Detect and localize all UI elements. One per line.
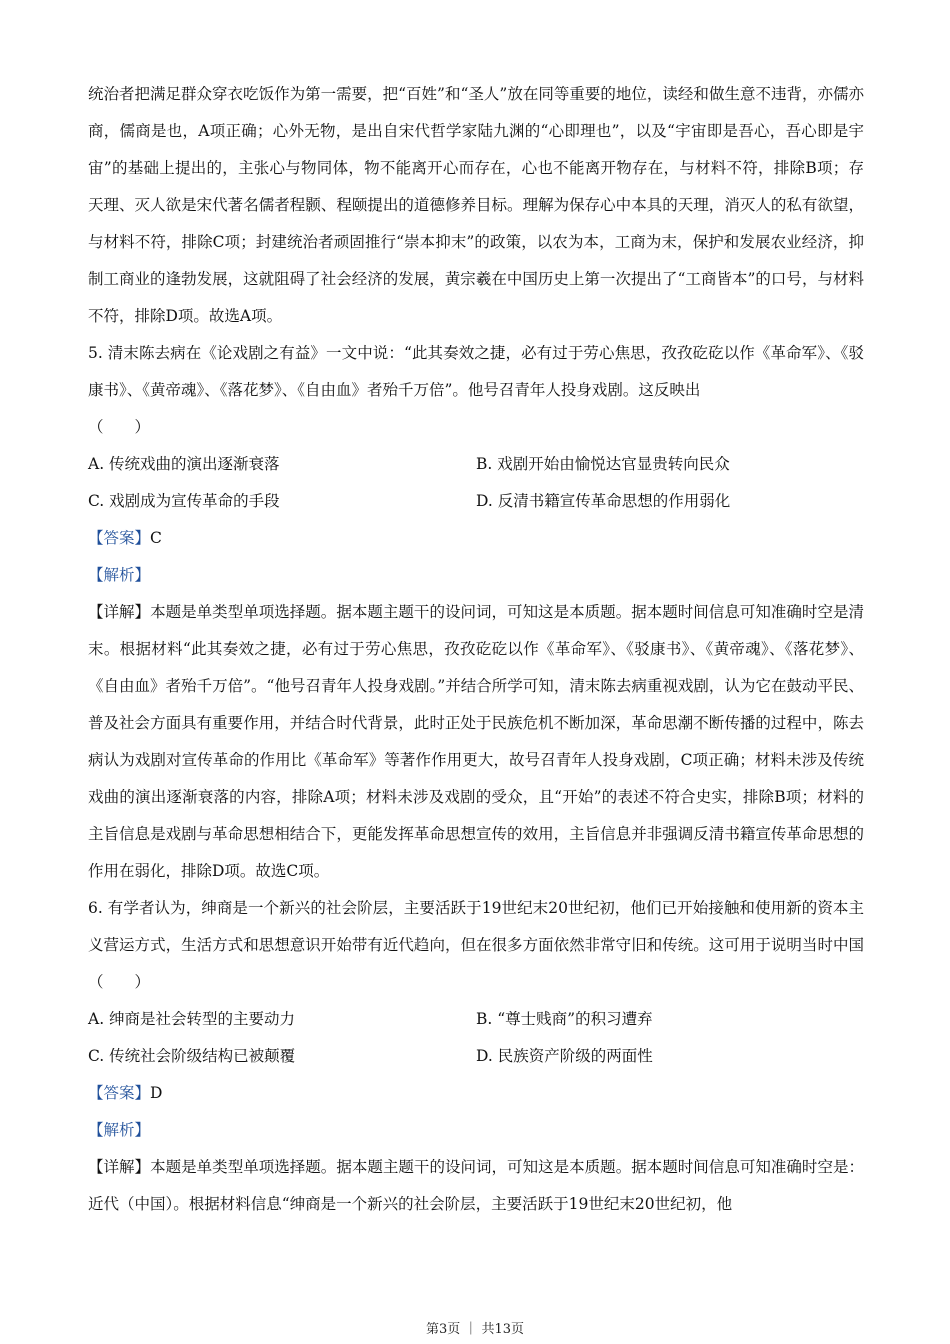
question-5-stem: 5. 清末陈去病在《论戏剧之有益》一文中说：“此其奏效之捷，必有过于劳心焦思，孜孜矻矻以作《革命军》、《驳康书》、《黄帝魂》、《落花梦》、《自由血》者殆千万倍”。他号召青年人投身戏剧。这反映出 [88, 344, 864, 399]
question-6-option-c: C. 传统社会阶级结构已被颠覆 [88, 1047, 296, 1065]
answer-value: C [150, 529, 162, 547]
question-5-answer [88, 520, 864, 557]
question-6-answer [88, 1075, 864, 1112]
answer-label: 【答案】 [88, 529, 151, 547]
prev-question-explanation: 统治者把满足群众穿衣吃饭作为第一需要，把“百姓”和“圣人”放在同等重要的地位，读经和做生意不违背，亦儒亦商，儒商是也，A项正确；心外无物，是出自宋代哲学家陆九渊的“心即理也”，以及“宇宙即是吾心，吾心即是宇宙”的基础上提出的，主张心与物同体，物不能离开心而存在，心也不能离开物存在，与材料不符，排除B项；存天理、灭人欲是宋代著名儒者程颢、程颐提出的道德修养目标。理解为保存心中本具的天理，消灭人的私有欲望，与材料不符，排除C项；封建统治者顽固推行“崇本抑末”的政策，以农为本，工商为末，保护和发展农业经济，抑制工商业的逢勃发展，这就阻碍了社会经济的发展，黄宗羲在中国历史上第一次提出了“工商皆本”的口号，与材料不符，排除D项。故选A项。 [88, 85, 864, 325]
question-5 [88, 335, 864, 890]
page-footer: 第3页 ｜ 共13页 [425, 1322, 525, 1337]
question-5-option-b: B. 戏剧开始由愉悦达官显贵转向民众 [476, 455, 730, 473]
question-6-option-b: B. “尊士贱商”的积习遭弃 [476, 1010, 653, 1028]
page-content [88, 76, 864, 1223]
question-5-paren: （ ） [88, 418, 151, 436]
question-5-detail [88, 594, 864, 890]
question-6-options [88, 1001, 864, 1075]
question-6-option-d: D. 民族资产阶级的两面性 [476, 1047, 653, 1065]
question-5-option-c: C. 戏剧成为宣传革命的手段 [88, 492, 280, 510]
question-6-option-a: A. 绅商是社会转型的主要动力 [88, 1010, 296, 1028]
question-5-options [88, 446, 864, 520]
detail-label: 【详解】 [88, 1158, 151, 1176]
detail-label: 【详解】 [88, 603, 151, 621]
detail-text: 本题是单类型单项选择题。据本题主题干的设问词，可知这是本质题。据本题时间信息可知准确时空是清末。根据材料“此其奏效之捷，必有过于劳心焦思，孜孜矻矻以作《革命军》、《驳康书》、《黄帝魂》、《落花梦》、《自由血》者殆千万倍”。“他号召青年人投身戏剧。”并结合所学可知，清末陈去病重视戏剧，认为它在鼓动平民、普及社会方面具有重要作用，并结合时代背景，此时正处于民族危机不断加深，革命思潮不断传播的过程中，陈去病认为戏剧对宣传革命的作用比《革命军》等著作作用更大，故号召青年人投身戏剧，C项正确；材料未涉及传统戏曲的演出逐渐衰落的内容，排除A项；材料未涉及戏剧的受众，且“开始”的表述不符合史实，排除B项；材料的主旨信息是戏剧与革命思想相结合下，更能发挥革命思想宣传的效用，主旨信息并非强调反清书籍宣传革命思想的作用在弱化，排除D项。故选C项。 [88, 603, 864, 880]
detail-text: 本题是单类型单项选择题。据本题主题干的设问词，可知这是本质题。据本题时间信息可知准确时空是：近代（中国）。根据材料信息“绅商是一个新兴的社会阶层，主要活跃于19世纪末20世纪初，他 [88, 1158, 864, 1213]
question-6-stem: 6. 有学者认为，绅商是一个新兴的社会阶层，主要活跃于19世纪末20世纪初，他们已开始接触和使用新的资本主义营运方式，生活方式和思想意识开始带有近代趋向，但在很多方面依然非常守旧和传统。这可用于说明当时中国（ ） [88, 899, 864, 991]
question-5-option-a: A. 传统戏曲的演出逐渐衰落 [88, 455, 280, 473]
answer-value: D [150, 1084, 163, 1102]
question-5-option-d: D. 反清书籍宣传革命思想的作用弱化 [476, 492, 731, 510]
question-6-detail [88, 1149, 864, 1223]
question-6 [88, 890, 864, 1223]
answer-label: 【答案】 [88, 1084, 151, 1102]
question-5-analysis-label: 【解析】 [88, 566, 151, 584]
question-6-analysis-label: 【解析】 [88, 1121, 151, 1139]
